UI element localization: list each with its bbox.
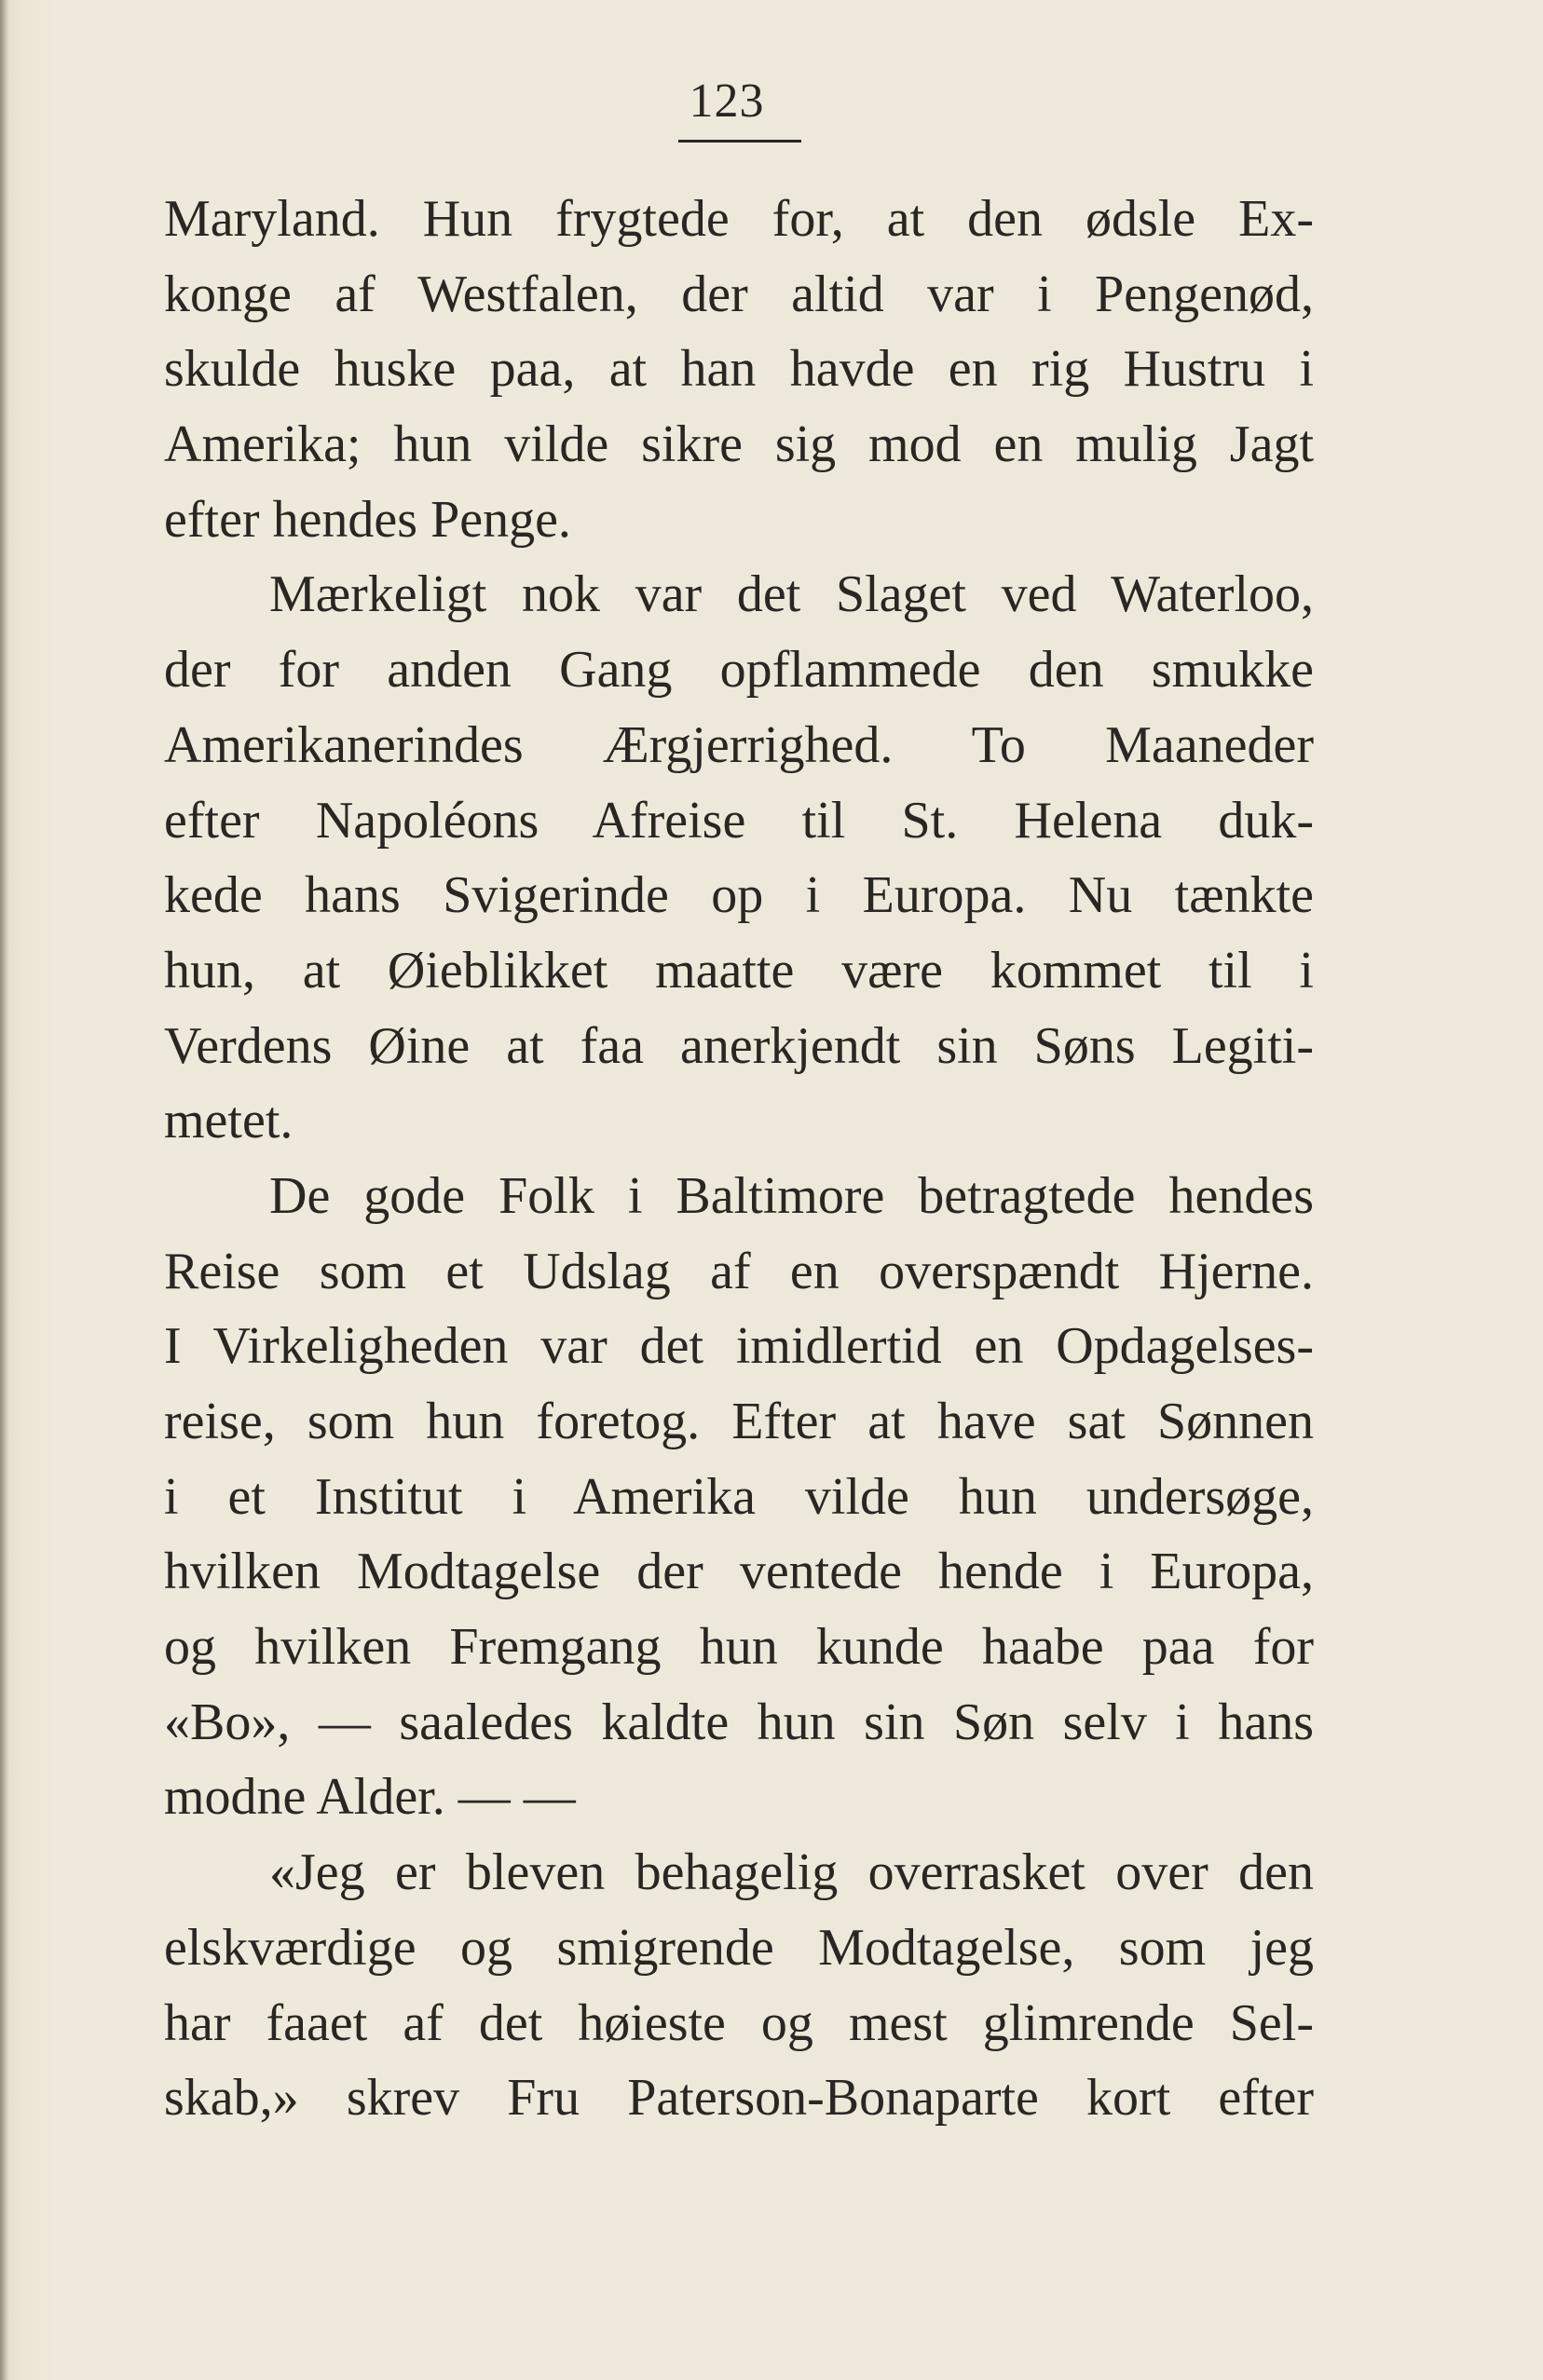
text-line: skab,» skrev Fru Paterson-Bonaparte kort efter (164, 2069, 1314, 2128)
text-line: skulde huske paa, at han havde en rig Hustru i (164, 340, 1314, 399)
text-line: «Bo», — saaledes kaldte hun sin Søn selv i hans (164, 1693, 1314, 1751)
text-line: efter hendes Penge. (164, 490, 571, 549)
text-line: har faaet af det høieste og mest glimrende Sel- (164, 1993, 1314, 2052)
text-line: modne Alder. — — (164, 1768, 576, 1827)
text-line: Reise som et Udslag af en overspændt Hjerne. (164, 1242, 1314, 1300)
text-line: Verdens Øine at faa anerkjendt sin Søns Legiti- (164, 1016, 1314, 1075)
text-line: Maryland. Hun frygtede for, at den ødsle Ex- (164, 190, 1314, 248)
text-line: og hvilken Fremgang hun kunde haabe paa for (164, 1618, 1314, 1677)
text-line: der for anden Gang opflammede den smukke (164, 641, 1314, 700)
text-line: reise, som hun foretog. Efter at have sat Sønnen (164, 1393, 1314, 1450)
page-number: 123 (689, 75, 765, 128)
text-line: I Virkeligheden var det imidlertid en Opdagelses- (164, 1317, 1314, 1376)
text-line: i et Institut i Amerika vilde hun undersøge, (164, 1467, 1314, 1526)
text-line: konge af Westfalen, der altid var i Pengenød, (164, 265, 1314, 323)
text-line: elskværdige og smigrende Modtagelse, som jeg (164, 1918, 1314, 1977)
text-line: Amerikanerindes Ærgjerrighed. To Maaneder (164, 715, 1314, 774)
text-line: kede hans Svigerinde op i Europa. Nu tænkte (164, 866, 1314, 925)
page-binding-edge (0, 0, 9, 2380)
text-line: efter Napoléons Afreise til St. Helena duk- (164, 791, 1314, 850)
text-line: Amerika; hun vilde sikre sig mod en mulig Jagt (164, 415, 1314, 474)
text-line: Mærkeligt nok var det Slaget ved Waterloo, (269, 565, 1314, 624)
text-line: «Jeg er bleven behagelig overrasket over den (269, 1843, 1314, 1902)
text-line: De gode Folk i Baltimore betragtede hendes (269, 1166, 1314, 1225)
text-line: hun, at Øieblikket maatte være kommet til i (164, 941, 1314, 1000)
text-line: hvilken Modtagelse der ventede hende i Europa, (164, 1543, 1314, 1601)
text-line: metet. (164, 1092, 294, 1150)
page-number-rule (678, 140, 801, 143)
body-text (164, 182, 1314, 2136)
